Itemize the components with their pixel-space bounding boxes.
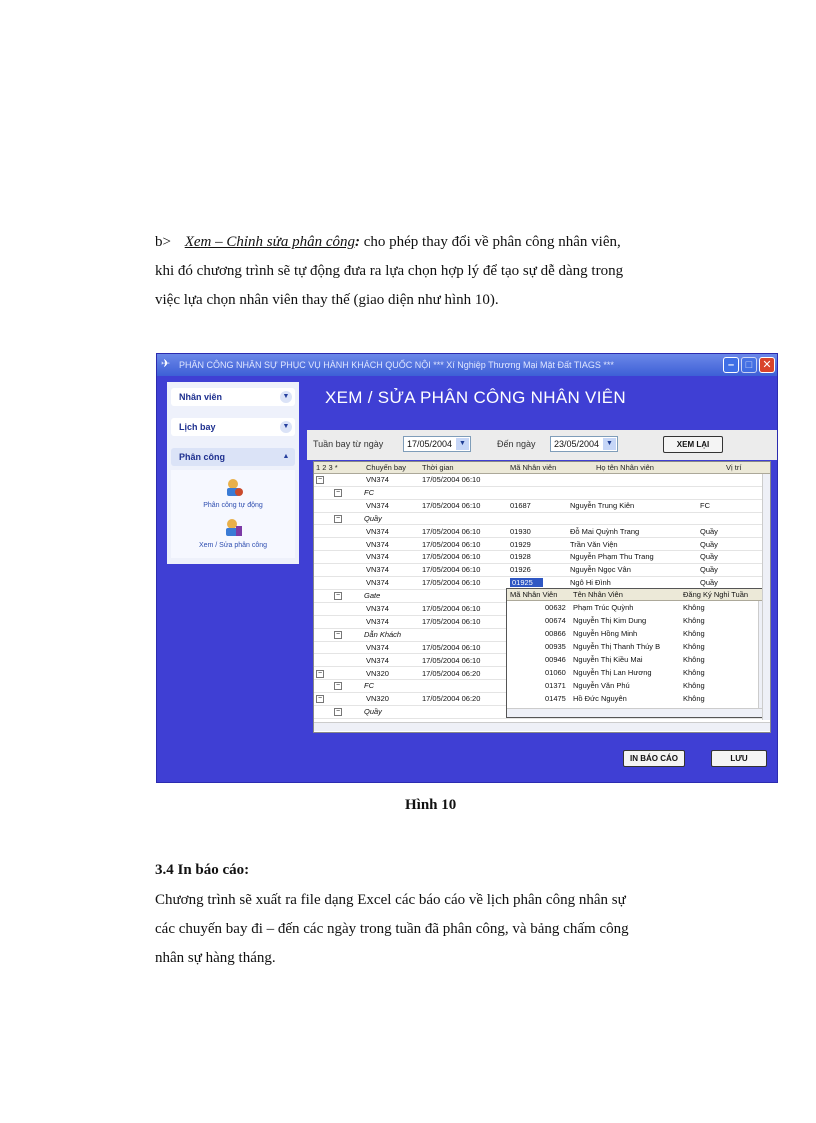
section-paragraph [155, 886, 718, 973]
dd-cell-off: Không [683, 668, 705, 677]
section-line-2: các chuyến bay đi – đến các ngày trong tuần đã phân công, và bảng chấm công [155, 921, 629, 937]
dd-cell-code: 01060 [545, 668, 566, 677]
dd-cell-name: Nguyễn Thị Lan Hương [573, 668, 652, 677]
from-date-value: 17/05/2004 [407, 439, 453, 449]
collapse-icon[interactable]: − [317, 476, 323, 483]
cell-time: 17/05/2004 06:10 [422, 475, 481, 484]
intro-line-2: khi đó chương trình sẽ tự động đưa ra lựa chọn hợp lý để tạo sự dễ dàng trong [155, 263, 624, 279]
dd-cell-off: Không [683, 655, 705, 664]
cell-time: 17/05/2004 06:10 [422, 565, 481, 575]
cell-employee-code: 01926 [510, 565, 531, 575]
cell-flight: VN320 [366, 694, 389, 704]
dd-cell-off: Không [683, 681, 705, 690]
cell-flight: VN374 [366, 642, 389, 652]
assignment-grid [313, 461, 771, 733]
table-row[interactable] [314, 500, 764, 513]
dd-cell-code: 00632 [545, 603, 566, 612]
list-item[interactable] [507, 667, 759, 680]
window-titlebar [157, 354, 777, 376]
cell-position: Quầy [700, 539, 718, 549]
col-flight[interactable]: Chuyến bay [366, 463, 407, 472]
chevron-down-icon: ▼ [280, 391, 292, 403]
cell-time: 17/05/2004 06:10 [422, 539, 481, 549]
cell-time: 17/05/2004 06:10 [422, 500, 481, 510]
cell-employee-code: 01687 [510, 500, 531, 510]
cell-time: 17/05/2004 06:10 [422, 642, 481, 652]
from-date-picker[interactable] [403, 436, 471, 452]
cell-flight: VN374 [366, 655, 389, 665]
cell-employee-name: Đỗ Mai Quỳnh Trang [570, 526, 640, 536]
sidebar-item-label: Phân công [179, 452, 226, 462]
table-row[interactable] [314, 474, 764, 487]
sidebar-item-lich-bay[interactable] [171, 418, 295, 436]
chevron-down-icon: ▼ [280, 421, 292, 433]
table-row[interactable] [314, 513, 764, 526]
dd-cell-code: 00935 [545, 642, 566, 651]
sidebar [167, 382, 299, 564]
cell-flight: VN374 [366, 475, 389, 484]
list-item[interactable] [507, 628, 759, 641]
cell-flight: VN374 [366, 539, 389, 549]
cell-employee-name: Nguyễn Phạm Thu Trang [570, 552, 654, 562]
col-employee-code[interactable]: Mã Nhân viên [510, 463, 557, 472]
collapse-icon[interactable]: − [335, 488, 341, 496]
intro-paragraph [155, 228, 718, 315]
group-label: Quầy [364, 707, 382, 717]
cell-time: 17/05/2004 06:10 [422, 526, 481, 536]
dd-col-off: Đăng Ký Nghỉ Tuần [683, 590, 749, 599]
intro-line-3: việc lựa chọn nhân viên thay thế (giao diện như hình 10). [155, 292, 499, 308]
collapse-icon[interactable]: − [317, 695, 323, 703]
cell-employee-name: Ngô Hi Đình [570, 578, 611, 588]
chevron-down-icon[interactable]: ▼ [603, 438, 616, 450]
intro-line-1-text: cho phép thay đổi về phân công nhân viên, [359, 234, 621, 250]
table-row[interactable] [314, 526, 764, 539]
link-colon: : [354, 234, 360, 250]
cell-flight: VN374 [366, 578, 389, 588]
sidebar-group-phan-cong [171, 470, 295, 558]
dd-cell-off: Không [683, 694, 705, 703]
cell-position: Quầy [700, 565, 718, 575]
grid-vscroll[interactable] [762, 474, 771, 720]
dd-cell-name: Phạm Trúc Quỳnh [573, 603, 634, 612]
dd-cell-off: Không [683, 629, 705, 638]
cell-time: 17/05/2004 06:10 [422, 655, 481, 665]
cell-flight: VN374 [366, 616, 389, 626]
collapse-icon[interactable]: − [335, 682, 341, 690]
list-item[interactable] [507, 680, 759, 693]
cell-time: 17/05/2004 06:10 [422, 604, 481, 613]
grid-level-buttons[interactable]: 1 2 3 * [316, 463, 338, 472]
app-window [156, 353, 778, 783]
group-label: Quầy [364, 513, 382, 523]
cell-flight: VN374 [366, 526, 389, 536]
from-date-label: Tuần bay từ ngày [313, 439, 384, 449]
dd-cell-code: 01475 [545, 694, 566, 703]
cell-employee-code: 01929 [510, 539, 531, 549]
dd-col-code: Mã Nhân Viên [510, 590, 558, 599]
dropdown-header [507, 589, 767, 601]
maximize-button[interactable]: □ [741, 357, 757, 373]
collapse-icon[interactable]: − [335, 592, 341, 600]
list-item[interactable] [507, 693, 759, 706]
list-item[interactable] [507, 654, 759, 667]
dd-cell-name: Nguyễn Văn Phú [573, 681, 630, 690]
list-item[interactable] [507, 602, 759, 615]
table-row[interactable] [314, 551, 764, 564]
dd-cell-name: Nguyễn Thị Kiều Mai [573, 655, 643, 664]
col-time[interactable]: Thời gian [422, 463, 454, 472]
collapse-icon[interactable]: − [335, 708, 341, 716]
sidebar-item-label: Lịch bay [179, 422, 216, 432]
window-title: PHÂN CÔNG NHÂN SỰ PHỤC VỤ HÀNH KHÁCH QUỐC NỘI *** Xí Nghiệp Thương Mại Mặt Đất TIAGS *** [179, 360, 614, 370]
cell-employee-name: Trần Văn Viện [570, 539, 618, 549]
grid-header [314, 462, 771, 474]
dd-cell-off: Không [683, 616, 705, 625]
cell-employee-code: 01925 [510, 578, 543, 587]
cell-employee-code: 01930 [510, 526, 531, 536]
group-label: Gate [364, 591, 381, 601]
dd-cell-code: 00866 [545, 629, 566, 638]
cell-flight: VN320 [366, 668, 389, 678]
dropdown-hscroll[interactable] [507, 708, 767, 717]
cell-position: Quầy [700, 552, 718, 562]
dd-cell-code: 00946 [545, 655, 566, 664]
table-row[interactable] [314, 564, 764, 577]
cell-flight: VN374 [366, 604, 389, 613]
grid-hscroll[interactable] [314, 722, 771, 731]
dd-col-name: Tên Nhân Viên [573, 590, 623, 599]
sidebar-item-nhan-vien[interactable] [171, 388, 295, 406]
table-row[interactable] [314, 487, 764, 500]
section-line-1: Chương trình sẽ xuất ra file dạng Excel các báo cáo về lịch phân công nhân sự [155, 892, 626, 908]
section-heading: 3.4 In báo cáo: [155, 862, 250, 878]
dd-cell-code: 01371 [545, 681, 566, 690]
dd-cell-name: Hồ Đức Nguyên [573, 694, 627, 703]
employee-dropdown[interactable] [506, 588, 768, 718]
cell-employee-name: Nguyễn Trung Kiên [570, 500, 635, 510]
group-label: Dẫn Khách [364, 629, 402, 639]
print-report-button[interactable]: IN BÁO CÁO [623, 750, 685, 767]
group-label: FC [364, 487, 374, 497]
col-position[interactable]: Vị trí [726, 463, 742, 472]
list-item[interactable] [507, 615, 759, 628]
link-edit-assign[interactable]: Xem / Sửa phân công [198, 542, 268, 549]
collapse-icon[interactable]: − [335, 514, 341, 522]
cell-position: Quầy [700, 578, 718, 588]
dd-cell-name: Nguyễn Thị Kim Dung [573, 616, 647, 625]
main-panel [307, 378, 777, 783]
list-prefix: b> [155, 234, 171, 250]
cell-flight: VN374 [366, 500, 389, 510]
dd-cell-name: Nguyễn Thị Thanh Thúy B [573, 642, 661, 651]
dd-cell-code: 00674 [545, 616, 566, 625]
sidebar-item-label: Nhân viên [179, 392, 223, 402]
cell-position: Quầy [700, 526, 718, 536]
edit-assign-icon [222, 516, 244, 538]
cell-employee-code: 01928 [510, 552, 531, 562]
save-button[interactable]: LƯU [711, 750, 767, 767]
auto-assign-icon [222, 476, 244, 498]
app-icon: ✈ [161, 358, 171, 370]
dd-cell-name: Nguyễn Hồng Minh [573, 629, 638, 638]
group-label: FC [364, 681, 374, 691]
dd-cell-off: Không [683, 642, 705, 651]
table-row[interactable] [314, 539, 764, 552]
cell-time: 17/05/2004 06:10 [422, 578, 481, 588]
filter-toolbar [307, 430, 777, 460]
cell-flight: VN374 [366, 565, 389, 575]
to-date-picker[interactable] [550, 436, 618, 452]
section-line-3: nhân sự hàng tháng. [155, 950, 276, 966]
list-item[interactable] [507, 641, 759, 654]
dd-cell-off: Không [683, 603, 705, 612]
close-button[interactable]: ✕ [759, 357, 775, 373]
chevron-up-icon: ▲ [280, 451, 292, 463]
cell-time: 17/05/2004 06:10 [422, 552, 481, 562]
action-bar [307, 735, 777, 783]
cell-time: 17/05/2004 06:20 [422, 668, 481, 678]
to-date-value: 23/05/2004 [554, 439, 600, 449]
link-auto-assign[interactable]: Phân công tự động [203, 502, 263, 509]
cell-flight: VN374 [366, 552, 389, 562]
sidebar-item-phan-cong[interactable] [171, 448, 295, 466]
cell-position: FC [700, 500, 710, 510]
minimize-button[interactable]: – [723, 357, 739, 373]
to-date-label: Đến ngày [497, 439, 536, 449]
page-title: XEM / SỬA PHÂN CÔNG NHÂN VIÊN [325, 388, 626, 407]
collapse-icon[interactable]: − [317, 669, 323, 677]
cell-time: 17/05/2004 06:10 [422, 616, 481, 626]
section-link: Xem – Chỉnh sửa phân công [184, 234, 355, 250]
collapse-icon[interactable]: − [335, 630, 341, 638]
figure-caption: Hình 10 [405, 797, 457, 813]
intro-line-1 [155, 228, 718, 257]
refresh-button[interactable]: XEM LẠI [663, 436, 723, 453]
chevron-down-icon[interactable]: ▼ [456, 438, 469, 450]
cell-employee-name: Nguyễn Ngọc Vân [570, 565, 631, 575]
col-employee-name[interactable]: Họ tên Nhân viên [596, 463, 654, 472]
cell-time: 17/05/2004 06:20 [422, 694, 481, 704]
